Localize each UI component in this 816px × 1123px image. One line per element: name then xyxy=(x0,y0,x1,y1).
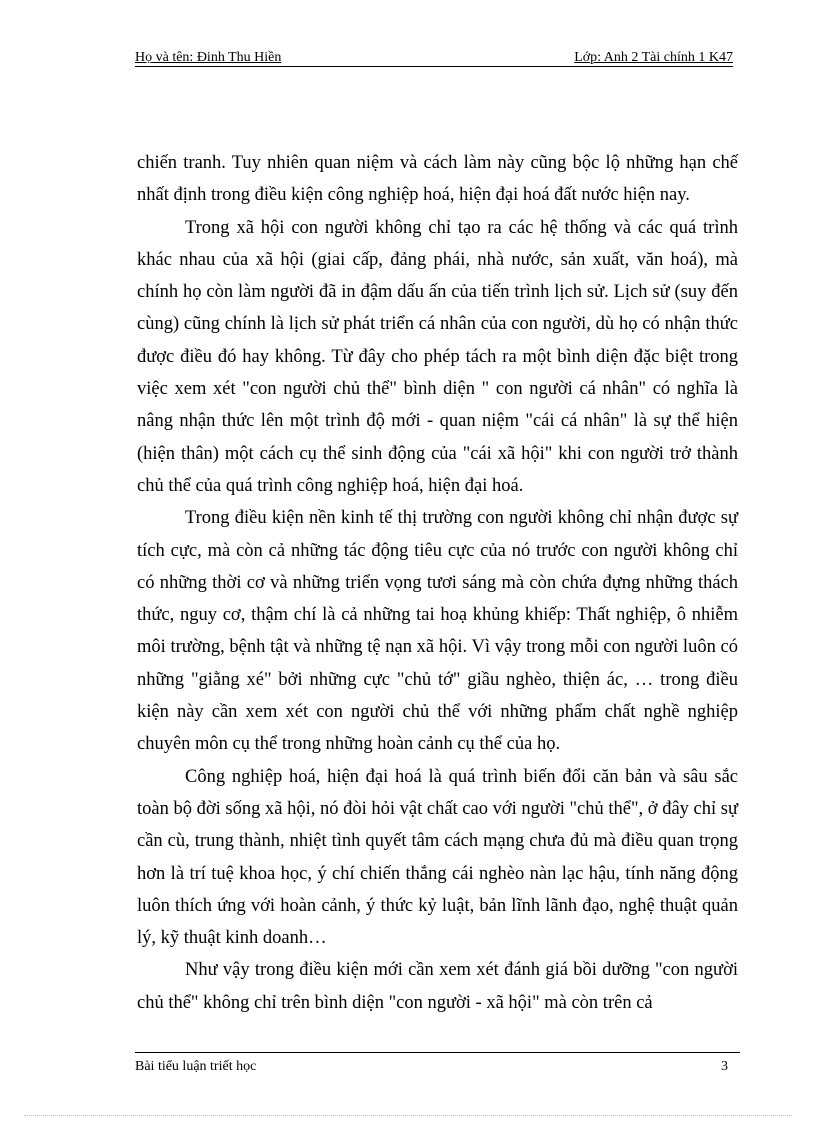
page-number: 3 xyxy=(721,1059,728,1074)
paragraph: Công nghiệp hoá, hiện đại hoá là quá trình biến đổi căn bản và sâu sắc toàn bộ đời sống xã hội, nó đòi hỏi vật chất cao với người "chủ thể", ở đây chỉ sự cần cù, trung thành, nhiệt tình quyết tâm cách mạng chưa đủ mà điều quan trọng hơn là trí tuệ khoa học, ý chí chiến thắng cái nghèo nàn lạc hậu, tính năng động luôn thích ứng với hoàn cảnh, ý thức kỷ luật, bản lĩnh lãnh đạo, nghệ thuật quản lý, kỹ thuật kinh doanh… xyxy=(137,766,738,949)
student-name: Họ và tên: Đinh Thu Hiền xyxy=(135,50,282,65)
paragraph: chiến tranh. Tuy nhiên quan niệm và cách làm này cũng bộc lộ những hạn chế nhất định trong điều kiện công nghiệp hoá, hiện đại hoá đất nước hiện nay. xyxy=(137,153,738,206)
page-break-divider xyxy=(24,1115,792,1116)
paragraph: Trong điều kiện nền kinh tế thị trường con người không chỉ nhận được sự tích cực, mà còn cả những tác động tiêu cực của nó trước con người không chỉ có những thời cơ và những triển vọng tươi sáng mà còn chứa đựng những thách thức, nguy cơ, thậm chí là cả những tai hoạ khủng khiếp: Thất nghiệp, ô nhiễm môi trường, bệnh tật và những tệ nạn xã hội. Vì vậy trong mỗi con người luôn có những "giằng xé" bởi những cực "chủ tớ" giầu nghèo, thiện ác, … trong điều kiện này cần xem xét con người chủ thể với những phẩm chất nghề nghiệp chuyên môn cụ thể trong những hoàn cảnh cụ thể của họ. xyxy=(137,508,738,755)
page-footer xyxy=(135,1052,740,1074)
student-class: Lớp: Anh 2 Tài chính 1 K47 xyxy=(574,50,733,65)
page-body xyxy=(137,147,738,1019)
document-title: Bài tiểu luận triết học xyxy=(135,1059,257,1074)
page-header xyxy=(135,50,733,67)
paragraph: Như vậy trong điều kiện mới cần xem xét đánh giá bồi dưỡng "con người chủ thể" không chỉ trên bình diện "con người - xã hội" mà còn trên cả xyxy=(137,960,738,1013)
paragraph: Trong xã hội con người không chỉ tạo ra các hệ thống và các quá trình khác nhau của xã hội (giai cấp, đảng phái, nhà nước, sản xuất, văn hoá), mà chính họ còn làm người đã in đậm dấu ấn của tiến trình lịch sử. Lịch sử (suy đến cùng) cũng chính là lịch sử phát triển cá nhân của con người, dù họ có nhận thức được điều đó hay không. Từ đây cho phép tách ra một bình diện đặc biệt trong việc xem xét "con người chủ thể" bình diện " con người cá nhân" có nghĩa là nâng nhận thức lên một trình độ mới - quan niệm "cái cá nhân" là sự thể hiện (hiện thân) một cách cụ thể sinh động của "cái xã hội" khi con người trở thành chủ thể của quá trình công nghiệp hoá, hiện đại hoá. xyxy=(137,217,738,496)
